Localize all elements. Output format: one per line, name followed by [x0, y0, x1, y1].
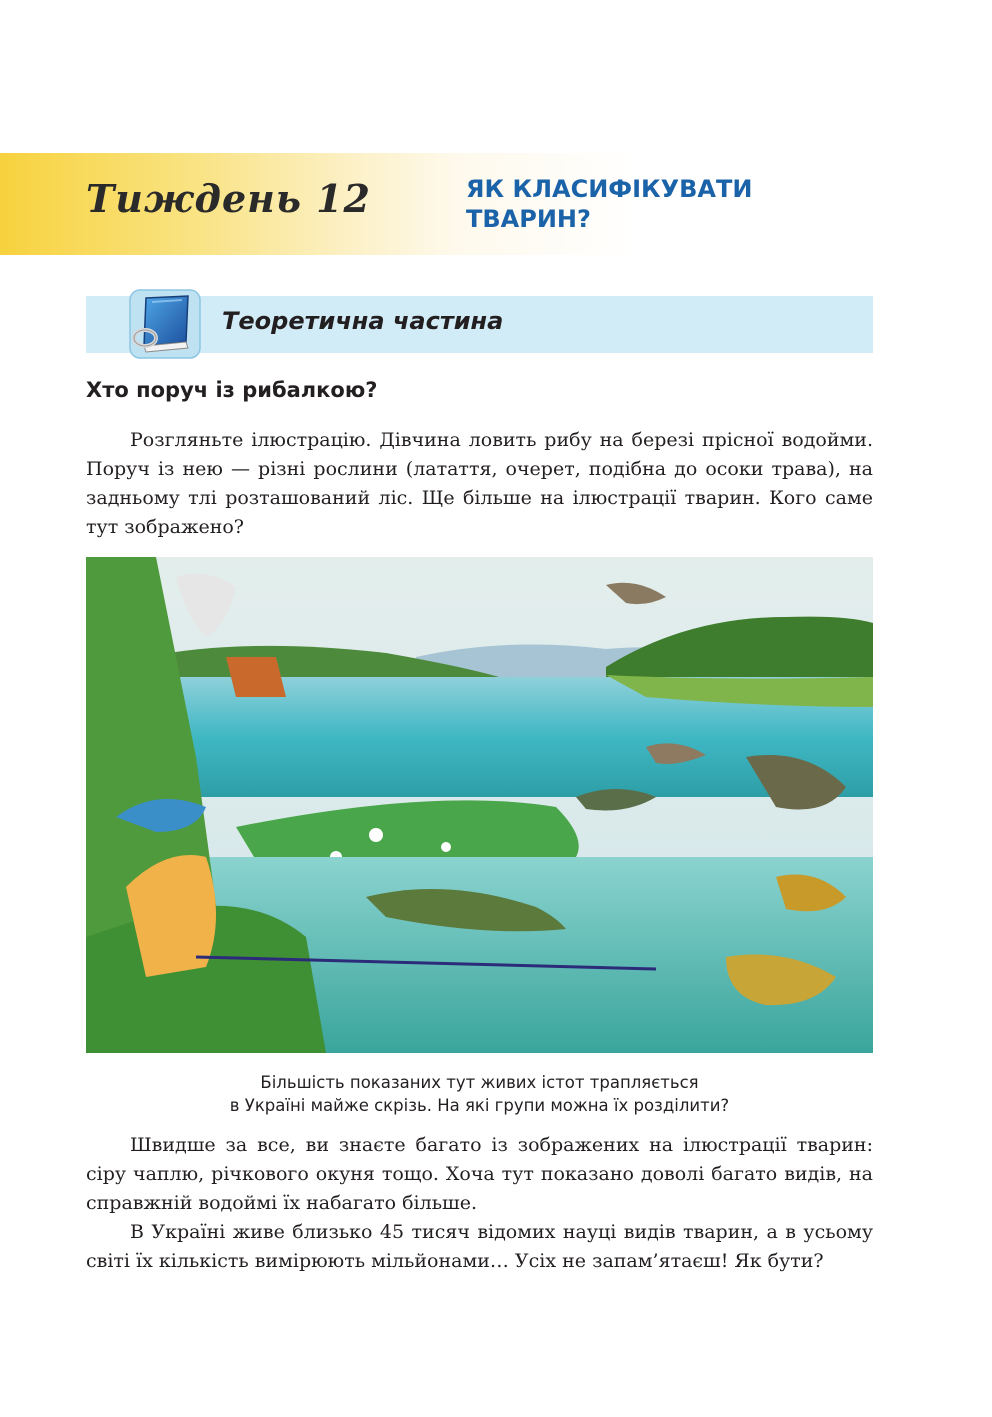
body-paragraph-2: Швидше за все, ви знаєте багато із зображених на ілюстрації тварин: сіру чаплю, річкового окуня тощо. Хоча тут показано доволі багато видів, на справжній водоймі їх набагато більше. — [86, 1134, 873, 1214]
body-paragraph-3: В Україні живе близько 45 тисяч відомих науці видів тварин, а в усьому світі їх кількість вимірюють мільйонами… Усіх не запам’ятаєш! Як бути? — [86, 1221, 873, 1272]
pond-illustration — [86, 557, 873, 1053]
intro-paragraph: Розгляньте ілюстрацію. Дівчина ловить рибу на березі прісної водойми. Поруч із нею — різні рослини (латаття, очерет, подібна до осоки трава), на задньому тлі розташований ліс. Ще більше на ілюстрації тварин. Кого саме тут зображено? — [86, 429, 873, 538]
illustration-caption — [86, 1071, 873, 1117]
subheading: Хто поруч із рибалкою? — [86, 378, 378, 402]
section-title: Теоретична частина — [222, 307, 504, 335]
book-icon — [128, 288, 202, 360]
topic-title-line1: ЯК КЛАСИФІКУВАТИ — [466, 175, 753, 203]
topic-title — [466, 174, 766, 234]
caption-line1: Більшість показаних тут живих істот трапляється — [260, 1073, 699, 1092]
topic-title-line2: ТВАРИН? — [466, 205, 591, 233]
week-title: Тиждень 12 — [86, 176, 371, 221]
caption-line2: в Україні майже скрізь. На які групи можна їх розділити? — [229, 1096, 730, 1115]
